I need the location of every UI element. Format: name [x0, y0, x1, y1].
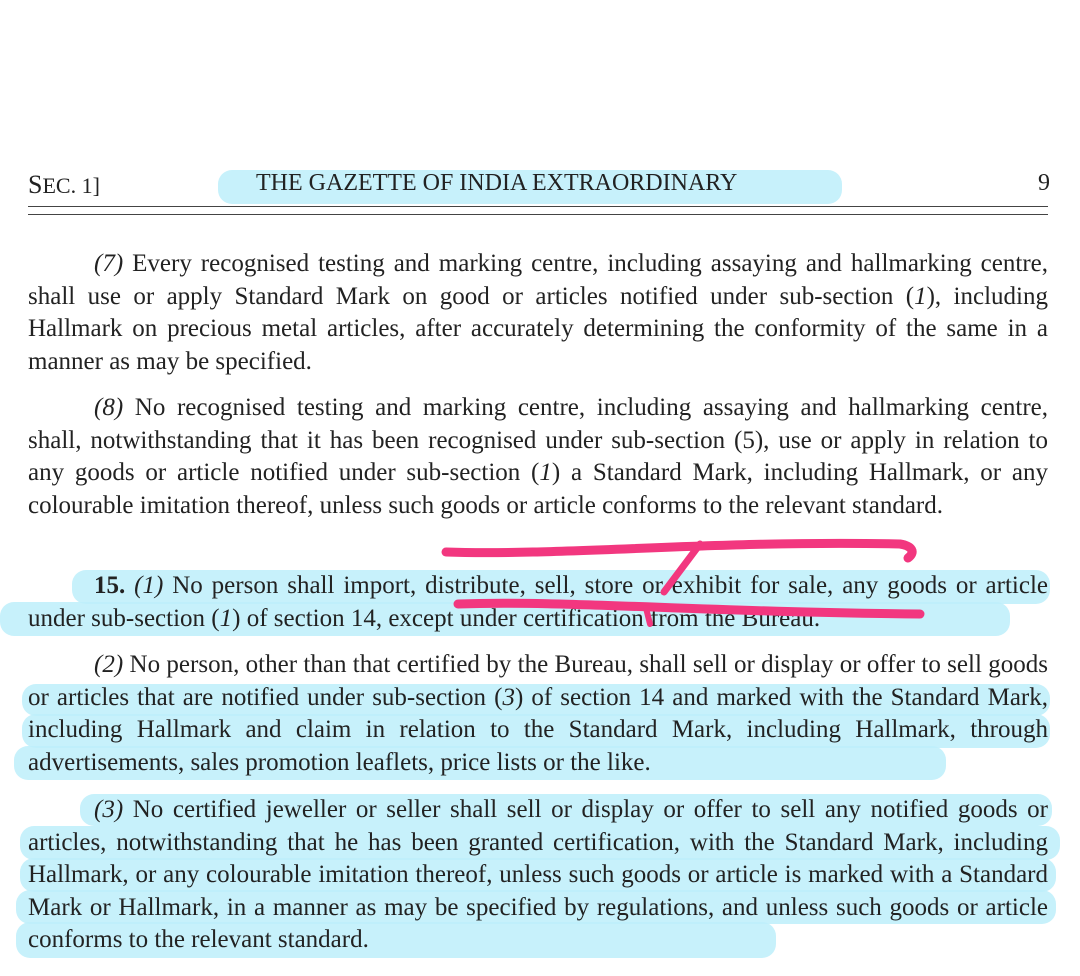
page-number: 9	[1038, 170, 1050, 196]
clause-number: (2)	[94, 651, 124, 678]
section-number: 15.	[94, 572, 126, 599]
clause-text: No person, other than that certified by the Bureau, shall sell or display or offer to sell goods or articles that are notified under sub-section (	[28, 651, 1048, 711]
clause-text: Every recognised testing and marking centre, including assaying and hallmarking centre, shall use or apply Standard Mark on good or articles notified under sub-section (	[28, 250, 1048, 310]
page-header	[28, 170, 1050, 200]
clause-text: No certified jeweller or seller shall sell or display or offer to sell any notified goods or articles, notwithstanding that he has been granted certification, with the Standard Mark, including Hallmark, or any colourable imitation thereof, unless such goods or article is marked with a Standard Mark or Hallmark, in a manner as may be specified by regulations, and unless such goods or article conforms to the relevant standard.	[28, 796, 1048, 954]
clause-number: (1)	[134, 572, 164, 599]
clause-text: No recognised testing and marking centre, including assaying and hallmarking centre, shall, notwithstanding that it has been recognised under sub-section (5), use or apply in relation to any goods or article notified under sub-section (	[28, 394, 1048, 487]
gazette-title: THE GAZETTE OF INDIA EXTRAORDINARY	[256, 170, 738, 196]
pen-underline-top	[446, 543, 912, 558]
clause-number: (3)	[94, 796, 124, 823]
header-rule-bottom	[28, 214, 1048, 215]
paragraph-8: (8) No recognised testing and marking centre, including assaying and hallmarking centre, shall, notwithstanding that it has been recognised under sub-section (5), use or apply in relation to any goods or article notified under sub-section (1) a Standard Mark, including Hallmark, or any colourable imitation thereof, unless such goods or article conforms to the relevant standard.	[28, 394, 1049, 519]
clause-text: No person shall import, distribute, sell, store or exhibit for sale, any goods or article under sub-section (	[28, 572, 1048, 632]
section-label: SEC. 1]	[28, 170, 100, 199]
paragraph-7: (7) Every recognised testing and marking centre, including assaying and hallmarking centre, shall use or apply Standard Mark on good or articles notified under sub-section (1), including Hallmark on precious metal articles, after accurately determining the conformity of the same in a manner as may be specified.	[28, 250, 1048, 375]
section-15-2: (2) No person, other than that certified by the Bureau, shall sell or display or offer to sell goods or articles that are notified under sub-section (3) of section 14 and marked with the Standard Mark, including Hallmark and claim in relation to the Standard Mark, including Hallmark, through advertisements, sales promotion leaflets, price lists or the like.	[28, 651, 1048, 776]
section-15-3	[28, 794, 1048, 957]
clause-number: (8)	[94, 394, 124, 421]
header-rule-top	[28, 206, 1048, 207]
section-15-1: 15. (1) No person shall import, distribute, sell, store or exhibit for sale, any goods or article under sub-section (1) of section 14, except under certification from the Bureau.	[28, 572, 1048, 632]
clause-number: (7)	[94, 250, 124, 277]
